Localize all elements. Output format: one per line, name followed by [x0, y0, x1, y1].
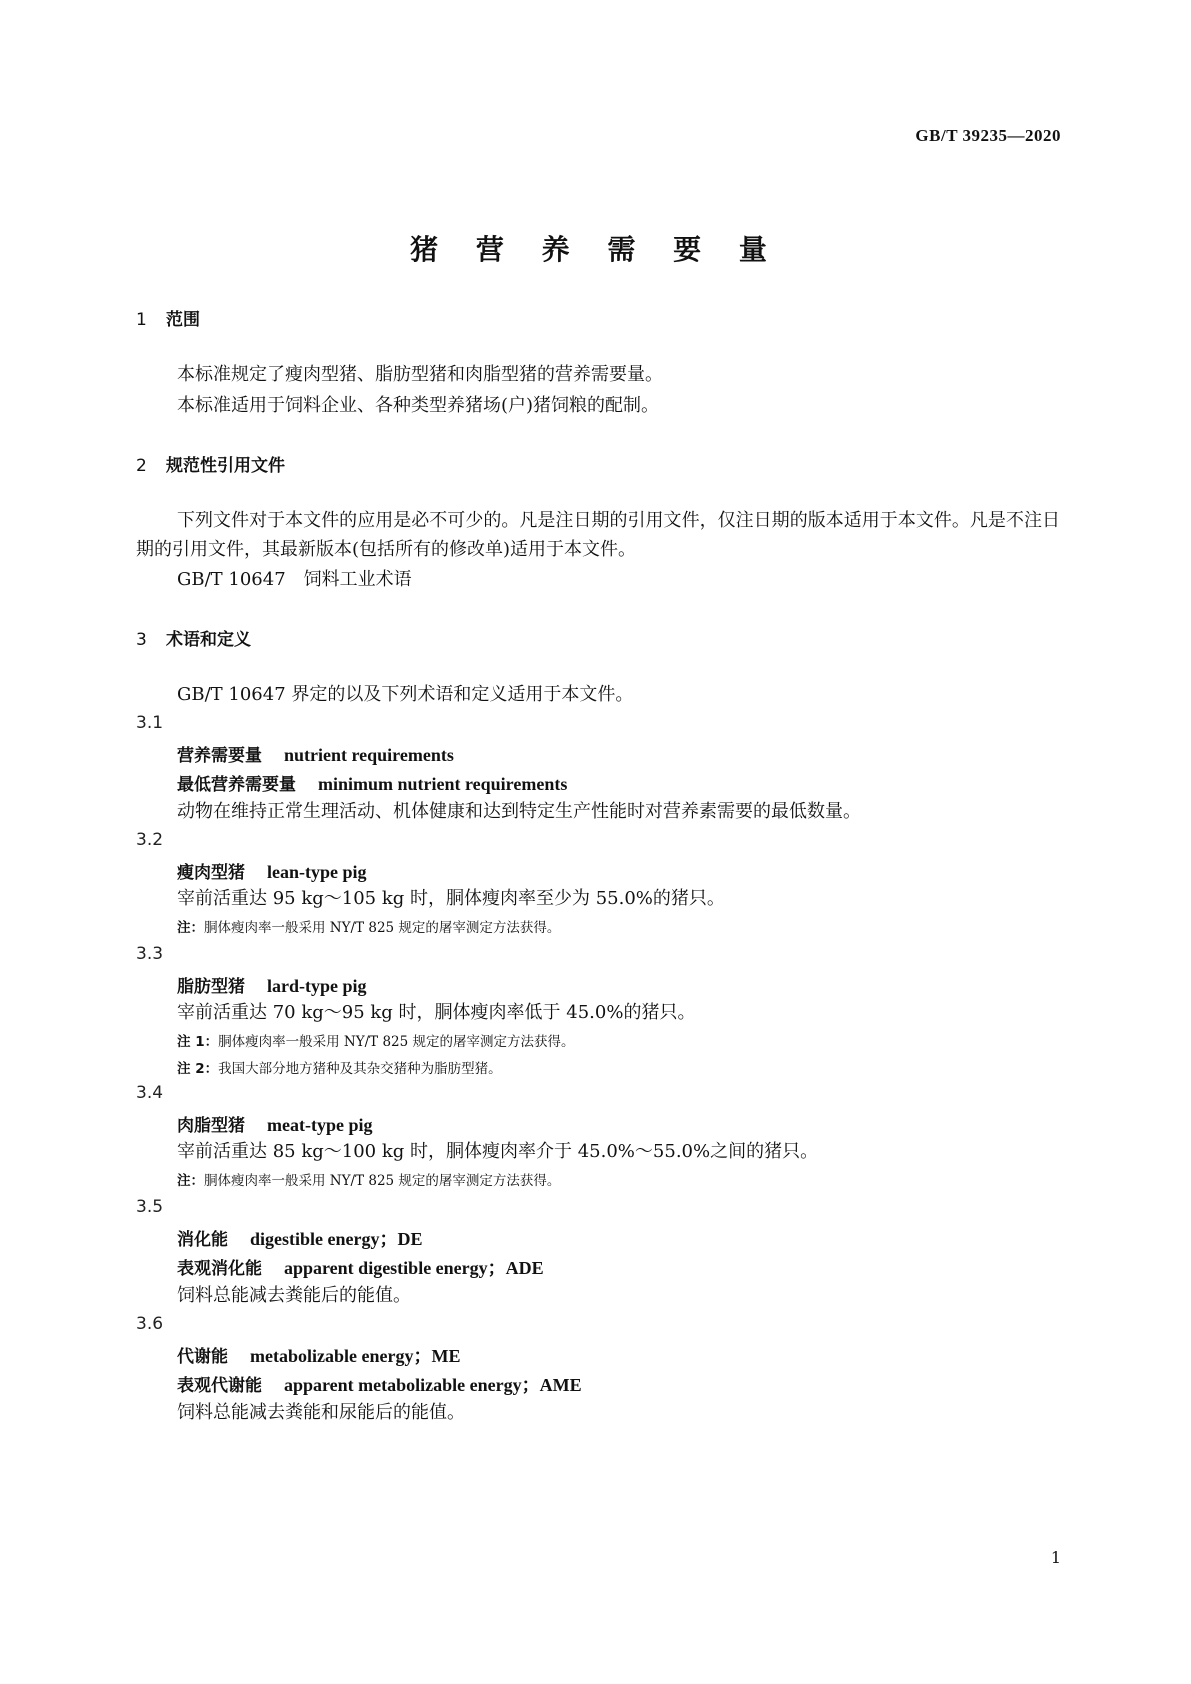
- term-definition: 饲料总能减去粪能后的能值。: [177, 1285, 411, 1306]
- term-number: 3.5: [136, 1197, 164, 1217]
- note-label: 注：: [177, 1173, 204, 1189]
- term-definition: 宰前活重达 70 kg～95 kg 时，胴体瘦肉率低于 45.0%的猪只。: [177, 1002, 696, 1023]
- note: [177, 1169, 560, 1189]
- term-heading: [177, 1225, 423, 1251]
- term-en: apparent digestible energy；ADE: [284, 1258, 544, 1278]
- term-en: meat-type pig: [267, 1115, 373, 1135]
- section-title: 规范性引用文件: [166, 456, 285, 476]
- section-number: 3: [136, 630, 147, 650]
- note-text: 胴体瘦肉率一般采用 NY/T 825 规定的屠宰测定方法获得。: [204, 1173, 561, 1189]
- term-heading: [177, 1342, 460, 1368]
- note-label: 注 2：: [177, 1061, 219, 1077]
- note-label: 注 1：: [177, 1034, 219, 1050]
- term-number: 3.4: [136, 1083, 164, 1103]
- term-number: 3.3: [136, 944, 164, 964]
- term-en: metabolizable energy；ME: [250, 1346, 461, 1366]
- note-text: 我国大部分地方猪种及其杂交猪种为脂肪型猪。: [218, 1061, 502, 1077]
- term-zh: 营养需要量: [177, 746, 262, 766]
- term-heading: [177, 858, 367, 883]
- document-id: GB/T 39235—2020: [915, 126, 1061, 145]
- term-zh: 消化能: [177, 1230, 228, 1250]
- term-heading: [177, 1254, 544, 1280]
- paragraph: 本标准适用于饲料企业、各种类型养猪场(户)猪饲粮的配制。: [177, 395, 660, 416]
- note: [177, 1057, 502, 1077]
- term-zh: 表观消化能: [177, 1259, 262, 1279]
- term-en: nutrient requirements: [284, 745, 454, 765]
- term-zh: 脂肪型猪: [177, 977, 245, 997]
- term-en: lean-type pig: [267, 862, 367, 882]
- reference-entry: GB/T 10647 饲料工业术语: [177, 569, 412, 590]
- term-en: minimum nutrient requirements: [318, 774, 568, 794]
- term-heading: [177, 972, 367, 997]
- page-number: 1: [1050, 1548, 1061, 1567]
- section-1-heading: [136, 305, 200, 330]
- note: [177, 916, 560, 936]
- term-definition: 宰前活重达 95 kg～105 kg 时，胴体瘦肉率至少为 55.0%的猪只。: [177, 888, 725, 909]
- term-en: lard-type pig: [267, 976, 367, 996]
- section-title: 术语和定义: [166, 630, 251, 650]
- term-en: apparent metabolizable energy；AME: [284, 1375, 582, 1395]
- paragraph: 本标准规定了瘦肉型猪、脂肪型猪和肉脂型猪的营养需要量。: [177, 364, 663, 385]
- term-number: 3.1: [136, 713, 164, 733]
- term-zh: 表观代谢能: [177, 1376, 262, 1396]
- term-zh: 瘦肉型猪: [177, 863, 245, 883]
- note-text: 胴体瘦肉率一般采用 NY/T 825 规定的屠宰测定方法获得。: [204, 920, 561, 936]
- term-zh: 肉脂型猪: [177, 1116, 245, 1136]
- term-zh: 代谢能: [177, 1347, 228, 1367]
- term-heading: [177, 741, 454, 766]
- section-2-heading: [136, 451, 285, 476]
- term-heading: [177, 1111, 372, 1136]
- note-text: 胴体瘦肉率一般采用 NY/T 825 规定的屠宰测定方法获得。: [218, 1034, 575, 1050]
- section-3-heading: [136, 625, 251, 650]
- note: [177, 1030, 575, 1050]
- note-label: 注：: [177, 920, 204, 936]
- section-title: 范围: [166, 310, 200, 330]
- section-number: 1: [136, 310, 147, 330]
- term-definition: 饲料总能减去粪能和尿能后的能值。: [177, 1402, 465, 1423]
- term-number: 3.2: [136, 830, 164, 850]
- paragraph: GB/T 10647 界定的以及下列术语和定义适用于本文件。: [177, 684, 634, 705]
- term-en: digestible energy；DE: [250, 1229, 423, 1249]
- term-definition: 动物在维持正常生理活动、机体健康和达到特定生产性能时对营养素需要的最低数量。: [177, 801, 861, 822]
- term-number: 3.6: [136, 1314, 164, 1334]
- section-number: 2: [136, 456, 147, 476]
- term-heading: [177, 770, 567, 795]
- term-heading: [177, 1371, 582, 1397]
- page-title: 猪 营 养 需 要 量: [410, 233, 781, 266]
- term-zh: 最低营养需要量: [177, 775, 296, 795]
- paragraph: 下列文件对于本文件的应用是必不可少的。凡是注日期的引用文件，仅注日期的版本适用于本文件。凡是不注日期的引用文件，其最新版本(包括所有的修改单)适用于本文件。: [136, 510, 1060, 560]
- term-definition: 宰前活重达 85 kg～100 kg 时，胴体瘦肉率介于 45.0%～55.0%之间的猪只。: [177, 1141, 819, 1162]
